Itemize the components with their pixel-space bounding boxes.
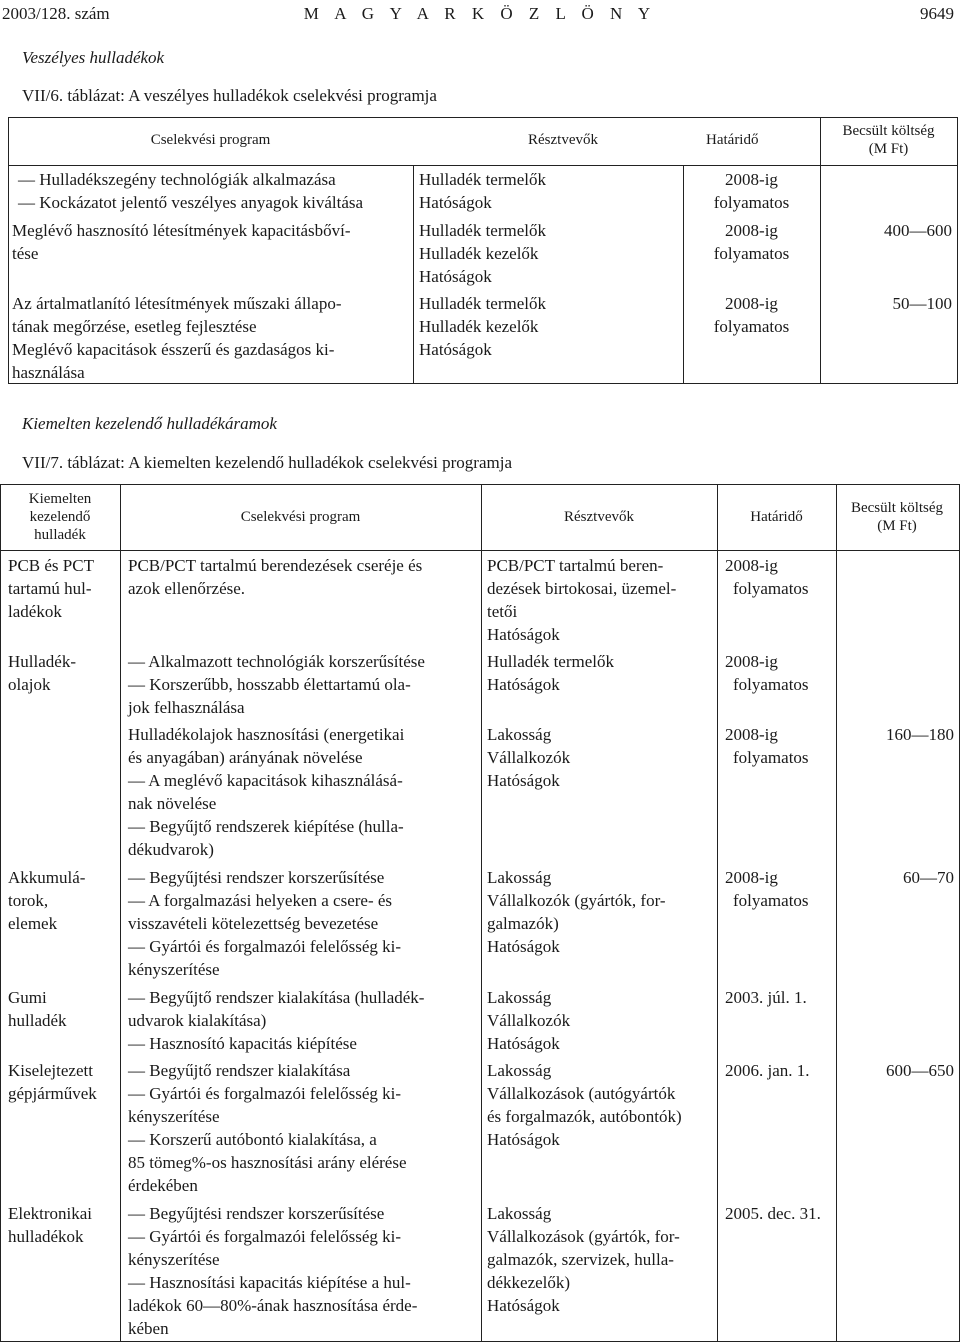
- program-cell: — Begyűjtő rendszer kialakítása — Gyártói és forgalmazói felelősség ki- kényszerítése — Korszerű autóbontó kialakítása, a 85 tömeg%-os hasznosítási arány elérése érdekében: [128, 1061, 407, 1195]
- col-header-participants: Résztvevők: [564, 509, 634, 525]
- col-header-program: Cselekvési program: [240, 509, 361, 525]
- participants-cell: Lakosság Vállalkozások (gyártók, for- galmazók, szervizek, hulla- dékkezelők) Hatóságok: [487, 1204, 680, 1315]
- col-header-cost: Becsült költség (M Ft): [842, 123, 935, 157]
- table-caption-vii6: VII/6. táblázat: A veszélyes hulladékok cselekvési programja: [22, 86, 437, 105]
- participants-cell: Lakosság Vállalkozások (autógyártók és forgalmazók, autóbontók) Hatóságok: [487, 1061, 682, 1149]
- program-cell: — Alkalmazott technológiák korszerűsítése — Korszerűbb, hosszabb élettartamú ola- jok felhasználása: [128, 652, 425, 717]
- participants-cell: Hulladék termelők Hulladék kezelők Hatóságok: [419, 221, 546, 286]
- cost-cell: 600—650: [886, 1061, 954, 1080]
- program-cell: PCB/PCT tartalmú berendezések cseréje és azok ellenőrzése.: [128, 556, 423, 598]
- deadline-cell: 2008-ig folyamatos: [725, 652, 809, 694]
- col-header-cost: Becsült költség (M Ft): [850, 500, 944, 534]
- participants-cell: Hulladék termelők Hulladék kezelők Hatóságok: [419, 294, 546, 359]
- col-divider: [717, 484, 718, 1341]
- waste-cell: Kiselejtezett gépjárművek: [8, 1061, 97, 1103]
- participants-cell: Hulladék termelők Hatóságok: [419, 170, 546, 212]
- cost-cell: 160—180: [886, 725, 954, 744]
- deadline-cell: 2008-ig folyamatos: [713, 294, 790, 336]
- deadline-cell: 2006. jan. 1.: [725, 1061, 810, 1080]
- deadline-cell: 2008-ig folyamatos: [725, 725, 809, 767]
- col-header-program: Cselekvési program: [150, 132, 271, 148]
- program-cell: — Begyűjtési rendszer korszerűsítése — Gyártói és forgalmazói felelősség ki- kényszerítése — Hasznosítási kapacitás kiépítése a hul- ladékok 60—80%-ának hasznosítása érde- kében: [128, 1204, 418, 1338]
- page-header: [0, 4, 960, 28]
- col-header-waste: Kiemelten kezelendő hulladék: [28, 491, 92, 543]
- col-divider: [120, 484, 121, 1341]
- deadline-cell: 2005. dec. 31.: [725, 1204, 821, 1223]
- waste-cell: Elektronikai hulladékok: [8, 1204, 93, 1246]
- issue-number: 2003/128. szám: [2, 4, 110, 23]
- waste-cell: Hulladék- olajok: [8, 652, 76, 694]
- page-number: 9649: [920, 4, 954, 23]
- col-header-deadline: Határidő: [706, 132, 759, 148]
- cost-cell: 50—100: [892, 294, 952, 313]
- col-header-participants: Résztvevők: [528, 132, 598, 148]
- deadline-cell: 2008-ig folyamatos: [725, 868, 809, 910]
- program-cell: — Begyűjtő rendszer kialakítása (hulladék- udvarok kialakítása) — Hasznosító kapacitás kiépítése: [128, 988, 425, 1053]
- deadline-cell: 2008-ig folyamatos: [713, 221, 790, 263]
- program-cell: — Hulladékszegény technológiák alkalmazása — Kockázatot jelentő veszélyes anyagok kiváltása: [18, 170, 364, 212]
- participants-cell: Lakosság Vállalkozók Hatóságok: [487, 725, 571, 790]
- program-cell: Az ártalmatlanító létesítmények műszaki állapo- tának megőrzése, esetleg fejlesztése Meglévő kapacitások ésszerű és gazdaságos ki- használása: [12, 294, 342, 382]
- deadline-cell: 2003. júl. 1.: [725, 988, 807, 1007]
- journal-title: M A G Y A R K Ö Z L Ö N Y: [303, 4, 657, 23]
- header-divider: [0, 550, 959, 551]
- cost-cell: 400—600: [884, 221, 952, 240]
- participants-cell: Lakosság Vállalkozók (gyártók, for- galmazók) Hatóságok: [487, 868, 666, 956]
- col-divider: [836, 484, 837, 1341]
- waste-cell: PCB és PCT tartamú hul- ladékok: [8, 556, 94, 621]
- waste-cell: Gumi hulladék: [8, 988, 67, 1030]
- deadline-cell: 2008-ig folyamatos: [713, 170, 790, 212]
- header-divider: [8, 165, 957, 166]
- table-caption-vii7: VII/7. táblázat: A kiemelten kezelendő hulladékok cselekvési programja: [22, 453, 512, 472]
- col-header-deadline: Határidő: [750, 509, 803, 525]
- section-title-priority: Kiemelten kezelendő hulladékáramok: [22, 414, 277, 433]
- waste-cell: Akkumulá- torok, elemek: [8, 868, 86, 933]
- col-divider: [481, 484, 482, 1341]
- participants-cell: PCB/PCT tartalmú beren- dezések birtokosai, üzemel- tetői Hatóságok: [487, 556, 677, 644]
- program-cell: Meglévő hasznosító létesítmények kapacitásbőví- tése: [12, 221, 351, 263]
- deadline-cell: 2008-ig folyamatos: [725, 556, 809, 598]
- participants-cell: Hulladék termelők Hatóságok: [487, 652, 614, 694]
- cost-cell: 60—70: [903, 868, 954, 887]
- program-cell: Hulladékolajok hasznosítási (energetikai és anyagában) arányának növelése — A meglévő kapacitások kihasználásá- nak növelése — Begyűjtő rendszerek kiépítése (hulla- dékudvarok): [128, 725, 405, 859]
- col-divider: [413, 165, 414, 383]
- section-title-hazardous: Veszélyes hulladékok: [22, 48, 165, 67]
- program-cell: — Begyűjtési rendszer korszerűsítése — A forgalmazási helyeken a csere- és visszavételi kötelezettség bevezetése — Gyártói és forgalmazói felelősség ki- kényszerítése: [128, 868, 402, 979]
- participants-cell: Lakosság Vállalkozók Hatóságok: [487, 988, 571, 1053]
